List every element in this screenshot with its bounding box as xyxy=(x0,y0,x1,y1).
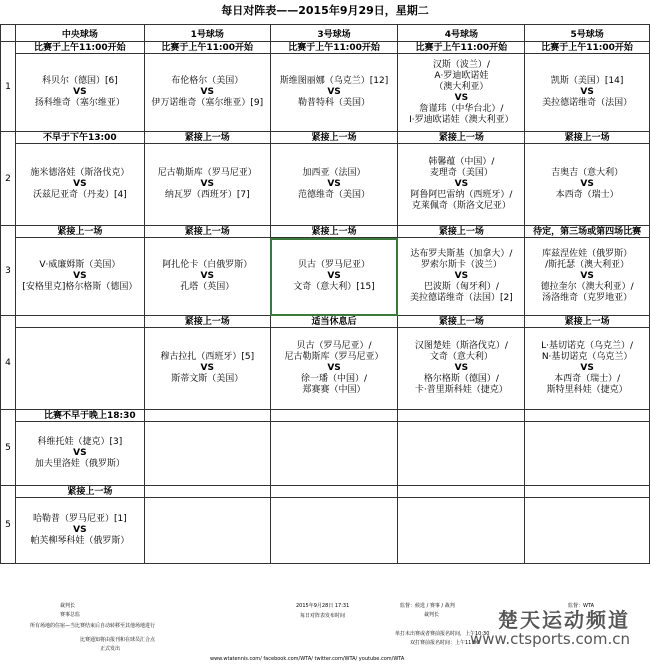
start-time-label: 紧接上一场 xyxy=(525,132,650,144)
player-name: I·罗迪欧诺娃（澳大利亚） xyxy=(409,114,514,125)
player-name: 徐一璠（中国）/ xyxy=(301,374,368,384)
player-name: N·基切诺克（乌克兰） xyxy=(541,352,633,362)
row-number: 5 xyxy=(1,410,16,486)
match-cell xyxy=(270,498,398,564)
versus-label: VS xyxy=(580,271,594,281)
versus-label: VS xyxy=(580,363,594,373)
start-time-label: 紧接上一场 xyxy=(144,316,270,328)
versus-label: VS xyxy=(73,448,87,458)
start-time-label xyxy=(270,486,398,498)
versus-label: VS xyxy=(73,271,87,281)
match-cell xyxy=(15,54,144,132)
start-time-row xyxy=(1,132,650,144)
player-name: 贝古（罗马尼亚）/ xyxy=(296,341,372,351)
match-cell xyxy=(270,328,398,410)
player-name: 勒普特科（美国） xyxy=(298,98,371,108)
start-time-label xyxy=(525,410,650,422)
note-line-3: 正式发出 xyxy=(100,646,121,652)
player-name: 哈勒普（罗马尼亚）[1] xyxy=(32,514,127,524)
chief-label: 裁判长 xyxy=(424,612,440,618)
versus-label: VS xyxy=(327,87,341,97)
player-name: [安格里克]格尔格斯（德国） xyxy=(22,282,138,292)
player-name: 汤洛维奇（克罗地亚） xyxy=(542,293,633,303)
match-row xyxy=(1,144,650,226)
start-time-label xyxy=(15,316,144,328)
versus-label: VS xyxy=(73,87,87,97)
player-name: 范德维奇（美国） xyxy=(298,190,371,200)
match-cell xyxy=(525,498,650,564)
match-cell xyxy=(398,328,525,410)
versus-label: VS xyxy=(200,179,214,189)
start-time-label: 紧接上一场 xyxy=(144,226,270,238)
player-name: 郑赛赛（中国） xyxy=(302,385,366,395)
schedule-table xyxy=(0,24,650,564)
start-time-label: 比赛于上午11:00开始 xyxy=(398,42,525,54)
footer-links: www.wtatennis.com/ facebook.com/WTA/ twitter.com/WTA/ youtube.com/WTA xyxy=(210,656,405,662)
row-number: 2 xyxy=(1,132,16,226)
player-name: 加西亚（法国） xyxy=(302,168,366,178)
match-cell xyxy=(525,422,650,486)
match-cell xyxy=(15,328,144,410)
row-number: 3 xyxy=(1,226,16,316)
watermark-title: 楚天运动频道 xyxy=(498,608,630,632)
start-time-label xyxy=(398,486,525,498)
match-cell xyxy=(15,498,144,564)
start-time-label: 紧接上一场 xyxy=(398,316,525,328)
versus-label: VS xyxy=(454,92,469,103)
player-name: 尼古勒斯库（罗马尼亚） xyxy=(157,168,257,178)
start-time-row xyxy=(1,226,650,238)
start-time-label xyxy=(144,486,270,498)
player-name: 科贝尔（德国）[6] xyxy=(41,76,118,86)
match-cell xyxy=(398,144,525,226)
player-name: 汉斯（波兰）/ xyxy=(432,59,490,70)
player-name: 克莱佩奇（斯洛文尼亚） xyxy=(411,201,511,211)
player-name: /斯托瑟（澳大利亚） xyxy=(545,260,630,270)
start-time-label: 紧接上一场 xyxy=(15,226,144,238)
tour-label: 监督：WTA xyxy=(568,603,595,609)
player-name: A·罗迪欧诺娃 xyxy=(434,70,489,81)
player-name: 卡·普里斯科娃（捷克） xyxy=(414,385,508,395)
match-cell xyxy=(525,238,650,316)
court-header: 中央球场 xyxy=(15,25,144,42)
match-cell xyxy=(144,144,270,226)
row-number: 5 xyxy=(1,486,16,564)
start-time-label: 比赛于上午11:00开始 xyxy=(270,42,398,54)
match-cell xyxy=(270,422,398,486)
start-time-label: 紧接上一场 xyxy=(398,132,525,144)
player-name: 斯维图丽娜（乌克兰）[12] xyxy=(279,76,389,86)
start-time-label: 紧接上一场 xyxy=(15,486,144,498)
match-cell xyxy=(15,422,144,486)
player-name: 巴波斯（匈牙利）/ xyxy=(423,282,499,292)
start-time-row xyxy=(1,410,650,422)
versus-label: VS xyxy=(200,87,214,97)
player-name: 科维托娃（捷克）[3] xyxy=(37,437,123,447)
start-time-label: 比赛于上午11:00开始 xyxy=(525,42,650,54)
versus-label: VS xyxy=(580,87,594,97)
player-name: 扬科维奇（塞尔维亚） xyxy=(34,98,125,108)
court-header: 5号球场 xyxy=(525,25,650,42)
player-name: 尼古勒斯库（罗马尼亚） xyxy=(284,352,384,362)
player-name: 本西奇（瑞士）/ xyxy=(554,374,621,384)
match-cell xyxy=(270,144,398,226)
player-name: 凯斯（美国）[14] xyxy=(550,76,624,86)
match-cell xyxy=(144,422,270,486)
player-name: 阿鲁阿巴雷纳（西班牙）/ xyxy=(410,190,513,200)
start-time-label xyxy=(525,486,650,498)
player-name: 斯蒂文斯（美国） xyxy=(171,374,244,384)
player-name: 布伦格尔（美国） xyxy=(171,76,244,86)
player-name: 罗索尔斯卡（波兰） xyxy=(420,260,502,270)
match-row xyxy=(1,328,650,410)
start-time-label: 比赛于上午11:00开始 xyxy=(144,42,270,54)
match-cell xyxy=(15,238,144,316)
start-time-label: 紧接上一场 xyxy=(398,226,525,238)
player-name: 加夫里洛娃（俄罗斯） xyxy=(34,459,125,469)
start-time-label: 比赛不早于晚上18:30 xyxy=(15,410,144,422)
player-name: 阿扎伦卡（白俄罗斯） xyxy=(162,260,253,270)
versus-label: VS xyxy=(200,271,214,281)
referee-label: 裁判长 xyxy=(60,603,76,609)
court-header: 4号球场 xyxy=(398,25,525,42)
match-row xyxy=(1,498,650,564)
court-header-row xyxy=(1,25,650,42)
player-name: 格尔格斯（德国）/ xyxy=(423,374,499,384)
versus-label: VS xyxy=(454,179,469,189)
court-header: 3号球场 xyxy=(270,25,398,42)
start-time-label: 紧接上一场 xyxy=(270,226,398,238)
player-name: 美拉德诺维奇（法国）[2] xyxy=(409,293,513,303)
row-number: 4 xyxy=(1,316,16,410)
player-name: 穆古拉扎（西班牙）[5] xyxy=(160,352,255,362)
match-row xyxy=(1,422,650,486)
note-line-2: 比赛通知将由报刊和在球员汇合点 xyxy=(80,637,156,643)
versus-label: VS xyxy=(200,363,214,373)
page-title: 每日对阵表——2015年9月29日，星期二 xyxy=(221,4,429,17)
order-time-2: 双打赛前报名时间：上午11:00 xyxy=(410,640,480,646)
start-time-label: 适当休息后 xyxy=(270,316,398,328)
match-cell xyxy=(525,144,650,226)
supervisor-label: 监督：候选 / 赛事 / 裁判 xyxy=(400,603,455,609)
start-time-label: 紧接上一场 xyxy=(270,132,398,144)
player-name: 帕芙柳琴科娃（俄罗斯） xyxy=(30,536,130,546)
player-name: 沃兹尼亚奇（丹麦）[4] xyxy=(32,190,127,200)
player-name: 库兹涅佐娃（俄罗斯） xyxy=(542,249,633,259)
player-name: 文奇（意大利） xyxy=(429,352,493,362)
versus-label: VS xyxy=(327,179,341,189)
match-cell xyxy=(398,54,525,132)
player-name: 达布罗夫斯基（加拿大）/ xyxy=(410,249,513,259)
versus-label: VS xyxy=(327,363,341,373)
court-header: 1号球场 xyxy=(144,25,270,42)
player-name: V·威廉姆斯（美国） xyxy=(39,260,121,270)
match-cell xyxy=(144,498,270,564)
versus-label: VS xyxy=(327,271,341,281)
start-time-label xyxy=(398,410,525,422)
player-name: （澳大利亚） xyxy=(434,81,489,92)
player-name: 贝古（罗马尼亚） xyxy=(298,260,371,270)
player-name: 伊万诺维奇（塞尔维亚）[9] xyxy=(151,98,264,108)
start-time-label: 待定，第三场或第四场比赛 xyxy=(525,226,650,238)
match-cell xyxy=(525,54,650,132)
match-cell xyxy=(398,498,525,564)
player-name: 施米德洛娃（斯洛伐克） xyxy=(30,168,130,178)
player-name: 詹谨玮（中华台北）/ xyxy=(419,103,504,114)
match-cell xyxy=(525,328,650,410)
match-cell xyxy=(270,54,398,132)
player-name: L·基切诺克（乌克兰）/ xyxy=(541,341,634,351)
match-row xyxy=(1,54,650,132)
player-name: 孔塔（英国） xyxy=(180,282,235,292)
start-time-label: 紧接上一场 xyxy=(525,316,650,328)
referee-sub: 赛事总监 xyxy=(60,612,81,618)
match-cell xyxy=(144,328,270,410)
versus-label: VS xyxy=(454,363,469,373)
player-name: 纳瓦罗（西班牙）[7] xyxy=(164,190,250,200)
match-cell xyxy=(15,144,144,226)
row-number: 1 xyxy=(1,42,16,132)
versus-label: VS xyxy=(454,271,469,281)
start-time-label xyxy=(144,410,270,422)
corner-cell xyxy=(1,25,16,42)
match-cell xyxy=(398,238,525,316)
player-name: 吉奥吉（意大利） xyxy=(551,168,624,178)
start-time-row xyxy=(1,42,650,54)
order-note: 每日对阵表发布时间 xyxy=(300,613,346,619)
versus-label: VS xyxy=(73,179,87,189)
order-time: 单打未出赛或者赛前报名时间，上午10:30 xyxy=(395,631,490,637)
player-name: 斯特里科娃（捷克） xyxy=(546,385,628,395)
start-time-row xyxy=(1,316,650,328)
player-name: 汉图楚娃（斯洛伐克）/ xyxy=(414,341,508,351)
watermark-url: www.ctsports.com.cn xyxy=(469,630,630,648)
start-time-label: 紧接上一场 xyxy=(144,132,270,144)
versus-label: VS xyxy=(73,525,87,535)
match-row xyxy=(1,238,650,316)
player-name: 韩馨蕴（中国）/ xyxy=(428,157,495,167)
note-line-1: 所有场地的住宿—当比赛结束后自动转移至其他场地进行 xyxy=(30,623,156,629)
player-name: 麦理奇（美国） xyxy=(429,168,493,178)
match-cell xyxy=(144,238,270,316)
player-name: 德拉奎尔（澳大利亚）/ xyxy=(540,282,634,292)
player-name: 文奇（意大利）[15] xyxy=(293,282,375,292)
player-name: 本西奇（瑞士） xyxy=(555,190,619,200)
start-time-row xyxy=(1,486,650,498)
start-time-label: 比赛于上午11:00开始 xyxy=(15,42,144,54)
match-cell xyxy=(398,422,525,486)
player-name: 美拉德诺维奇（法国） xyxy=(542,98,633,108)
date-stamp: 2015年9月28日 17:31 xyxy=(296,603,350,609)
start-time-label: 不早于下午13:00 xyxy=(15,132,144,144)
match-cell xyxy=(144,54,270,132)
match-cell xyxy=(270,238,398,316)
versus-label: VS xyxy=(580,179,594,189)
start-time-label xyxy=(270,410,398,422)
